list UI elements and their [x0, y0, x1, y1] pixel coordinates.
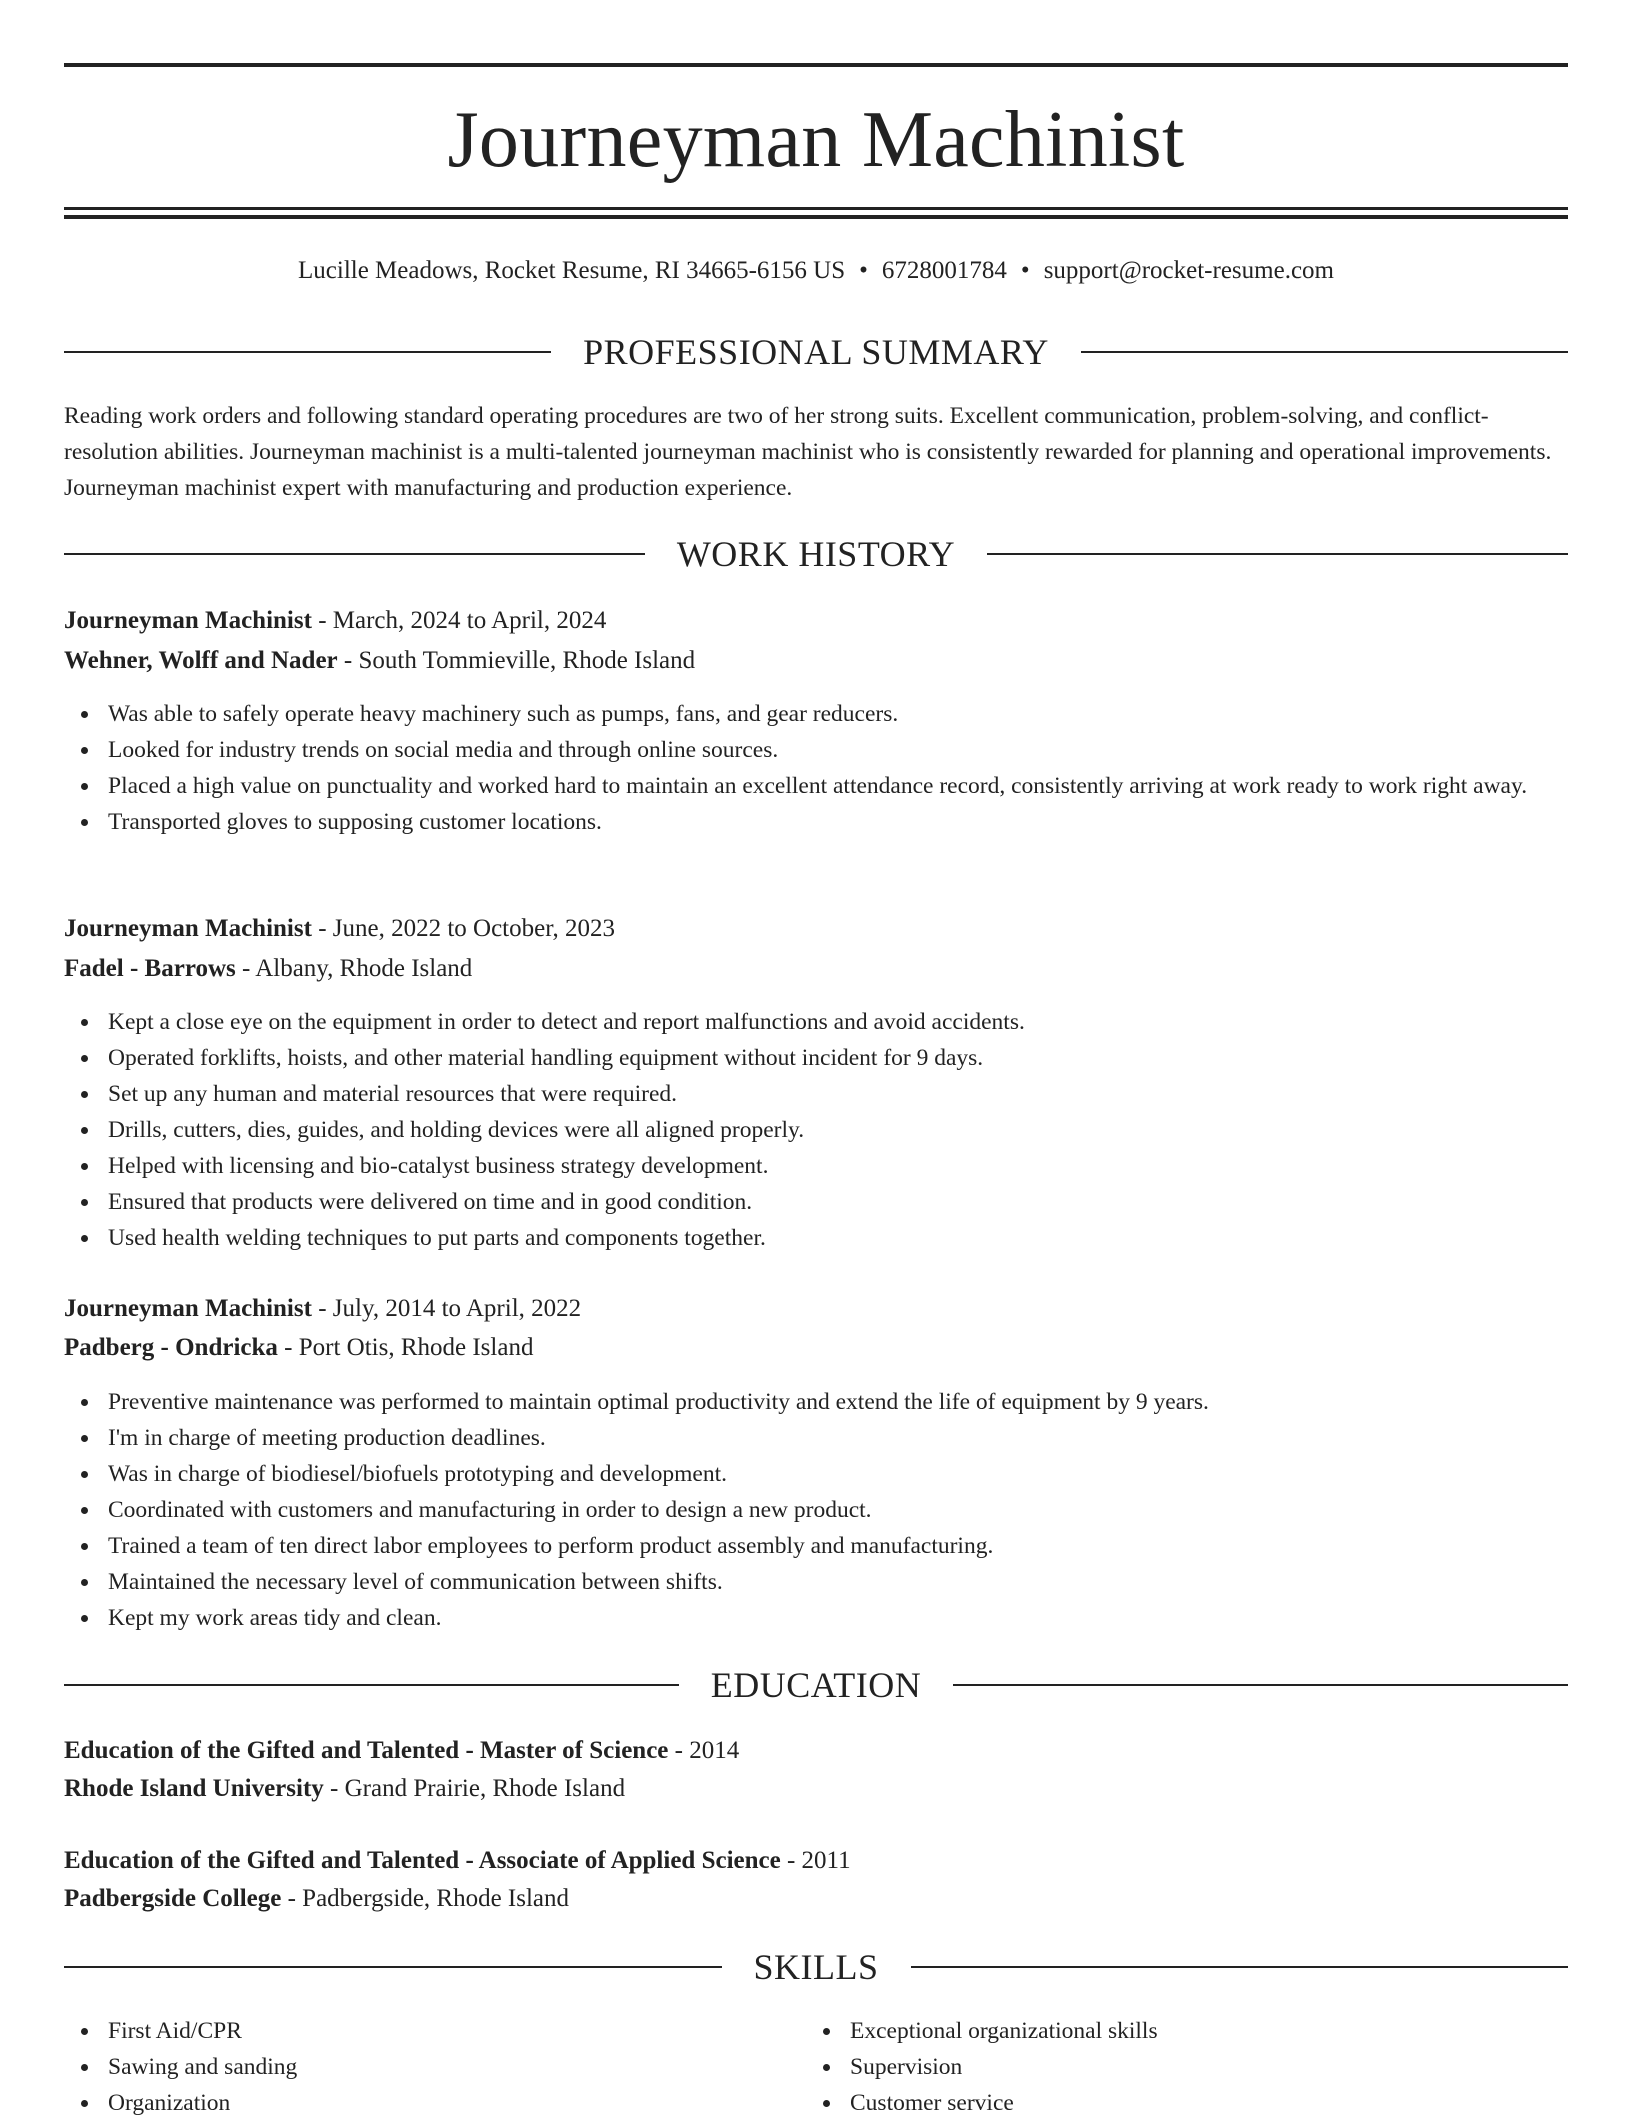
- job-title-line: [64, 603, 1568, 639]
- divider: [953, 1684, 1568, 1686]
- job-dates: - June, 2022 to October, 2023: [311, 915, 616, 942]
- education-location: - Padbergside, Rhode Island: [281, 1885, 570, 1912]
- job-bullet: Maintained the necessary level of communication between shifts.: [64, 1564, 1568, 1600]
- divider: [64, 351, 551, 353]
- job-bullet: Was in charge of biodiesel/biofuels prototyping and development.: [64, 1456, 1568, 1492]
- section-title: WORK HISTORY: [676, 534, 956, 574]
- section-heading-work-history: [64, 532, 1568, 576]
- contact-separator: •: [859, 257, 868, 284]
- resume-title: Journeyman Machinist: [447, 96, 1185, 184]
- skills-list-right: [806, 2013, 1158, 2121]
- job-bullet: Ensured that products were delivered on time and in good condition.: [64, 1184, 1568, 1220]
- job-location: - South Tommieville, Rhode Island: [337, 647, 696, 674]
- job-title: Journeyman Machinist: [64, 915, 312, 942]
- education-degree-line: [64, 1843, 1568, 1879]
- skill-item: Sawing and sanding: [64, 2049, 297, 2085]
- job-bullet: Kept a close eye on the equipment in order to detect and report malfunctions and avoid accidents.: [64, 1004, 1568, 1040]
- divider: [64, 553, 645, 555]
- job-bullet: Set up any human and material resources that were required.: [64, 1076, 1568, 1112]
- job-bullets: [64, 1384, 1568, 1636]
- section-heading-summary: [64, 330, 1568, 374]
- education-degree: Education of the Gifted and Talented - Master of Science: [64, 1737, 669, 1764]
- section-title: SKILLS: [753, 1947, 879, 1987]
- contact-email[interactable]: support@rocket-resume.com: [1043, 257, 1334, 284]
- job-bullet: Was able to safely operate heavy machinery such as pumps, fans, and gear reducers.: [64, 696, 1568, 732]
- title-rule-lower: [64, 215, 1568, 219]
- skills-list-left: [64, 2013, 297, 2121]
- job-company-line: [64, 643, 1568, 679]
- job-bullet: Preventive maintenance was performed to maintain optimal productivity and extend the life of equipment by 9 years.: [64, 1384, 1568, 1420]
- section-heading-skills: [64, 1945, 1568, 1989]
- job-company-line: [64, 951, 1568, 987]
- job-title-line: [64, 1291, 1568, 1327]
- job-title: Journeyman Machinist: [64, 1295, 312, 1322]
- job-bullet: Helped with licensing and bio-catalyst business strategy development.: [64, 1148, 1568, 1184]
- divider: [911, 1966, 1569, 1968]
- job-company: Padberg - Ondricka: [64, 1334, 278, 1361]
- title-rule-upper: [64, 207, 1568, 210]
- education-location: - Grand Prairie, Rhode Island: [323, 1775, 626, 1802]
- section-title: PROFESSIONAL SUMMARY: [583, 332, 1049, 372]
- divider: [64, 1966, 722, 1968]
- top-rule: [64, 63, 1568, 67]
- job-company-line: [64, 1330, 1568, 1366]
- contact-address: Lucille Meadows, Rocket Resume, RI 34665-6156 US: [298, 257, 846, 284]
- skill-item: Exceptional organizational skills: [806, 2013, 1158, 2049]
- job-bullet: Coordinated with customers and manufacturing in order to design a new product.: [64, 1492, 1568, 1528]
- skill-item: Customer service: [806, 2085, 1158, 2121]
- job-bullet: Transported gloves to supposing customer locations.: [64, 804, 1568, 840]
- contact-separator: •: [1020, 257, 1030, 284]
- section-heading-education: [64, 1663, 1568, 1707]
- job-company: Fadel - Barrows: [64, 955, 236, 982]
- job-bullet: Drills, cutters, dies, guides, and holding devices were all aligned properly.: [64, 1112, 1568, 1148]
- job-bullets: [64, 1004, 1568, 1256]
- education-school-line: [64, 1771, 1568, 1807]
- section-title: EDUCATION: [710, 1665, 922, 1705]
- job-bullet: Used health welding techniques to put parts and components together.: [64, 1220, 1568, 1256]
- summary-text: Reading work orders and following standard operating procedures are two of her strong suits. Excellent communication, problem-solving, and conflict-resolution abilities. Journeyman machinist is a multi-talented journeyman machinist who is consistently rewarded for planning and operational improvements. Journeyman machinist expert with manufacturing and production experience.: [64, 403, 1552, 501]
- job-company: Wehner, Wolff and Nader: [64, 647, 338, 674]
- skill-item: Organization: [64, 2085, 297, 2121]
- education-school: Padbergside College: [64, 1885, 282, 1912]
- job-dates: - March, 2024 to April, 2024: [311, 607, 607, 634]
- contact-phone: 6728001784: [881, 257, 1007, 284]
- job-title-line: [64, 911, 1568, 947]
- job-bullet: Operated forklifts, hoists, and other material handling equipment without incident for 9 days.: [64, 1040, 1568, 1076]
- job-title: Journeyman Machinist: [64, 607, 312, 634]
- education-year: - 2011: [780, 1847, 851, 1874]
- divider: [1081, 351, 1568, 353]
- education-degree: Education of the Gifted and Talented - Associate of Applied Science: [64, 1847, 781, 1874]
- skill-item: Supervision: [806, 2049, 1158, 2085]
- job-bullet: Kept my work areas tidy and clean.: [64, 1600, 1568, 1636]
- job-bullets: [64, 696, 1568, 840]
- contact-line: [64, 253, 1568, 289]
- job-location: - Port Otis, Rhode Island: [277, 1334, 534, 1361]
- skill-item: First Aid/CPR: [64, 2013, 297, 2049]
- education-year: - 2014: [668, 1737, 740, 1764]
- job-bullet: Trained a team of ten direct labor employees to perform product assembly and manufacturing.: [64, 1528, 1568, 1564]
- job-bullet: I'm in charge of meeting production deadlines.: [64, 1420, 1568, 1456]
- education-degree-line: [64, 1733, 1568, 1769]
- job-bullet: Placed a high value on punctuality and worked hard to maintain an excellent attendance record, consistently arriving at work ready to work right away.: [64, 768, 1568, 804]
- job-dates: - July, 2014 to April, 2022: [311, 1295, 582, 1322]
- job-location: - Albany, Rhode Island: [235, 955, 473, 982]
- job-bullet: Looked for industry trends on social media and through online sources.: [64, 732, 1568, 768]
- education-school: Rhode Island University: [64, 1775, 324, 1802]
- divider: [987, 553, 1568, 555]
- divider: [64, 1684, 679, 1686]
- education-school-line: [64, 1881, 1568, 1917]
